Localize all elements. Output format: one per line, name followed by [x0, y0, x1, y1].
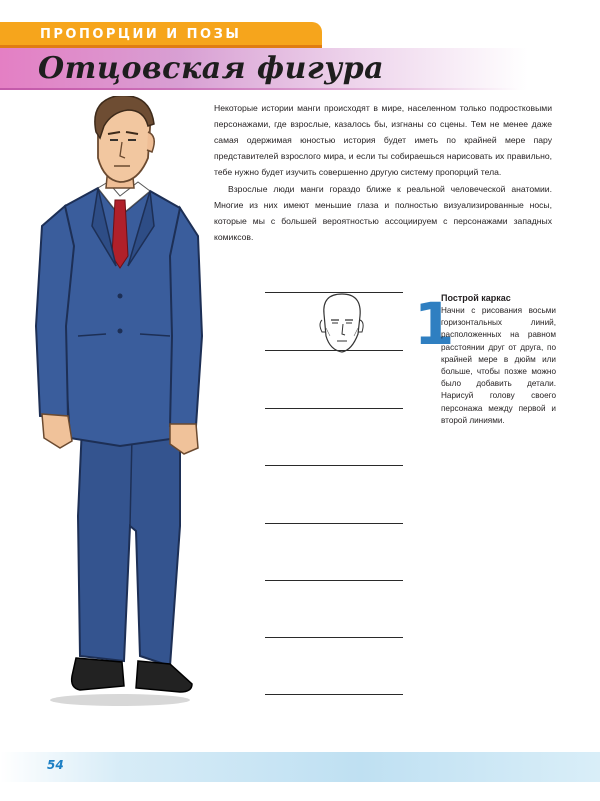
guide-line-6 — [265, 580, 403, 581]
guide-line-8 — [265, 694, 403, 695]
body-text — [214, 100, 552, 245]
page-number: 54 — [47, 758, 64, 772]
step-text: Начни с рисования восьми горизонтальных линий, расположенных на равном расстоянии друг от друга, по крайней мере в дюйм или больше, чтобы позже можно было добавить детали. Нарисуй голову своего персонажа между первой и второй линиями. — [441, 306, 556, 425]
section-label: ПРОПОРЦИИ И ПОЗЫ — [40, 27, 242, 42]
step-number: 1 — [414, 290, 455, 358]
footer-band — [0, 752, 600, 782]
body-paragraph-1: Некоторые истории манги происходят в мире, населенном только подростковыми персонажами, где взрослые, казалось бы, изгнаны со сцены. Тем не менее даже самая одержимая юностью история будет иметь по крайней мере пару представителей взрослого мира, и если ты собираешься нарисовать их правильно, тебе нужно будет изучить совершенно другую систему пропорций тела. — [214, 103, 552, 177]
businessman-illustration — [20, 96, 220, 711]
guide-line-3 — [265, 408, 403, 409]
head-sketch — [316, 292, 366, 354]
step-title: Построй каркас — [441, 293, 511, 303]
guide-line-4 — [265, 465, 403, 466]
body-paragraph-2: Взрослые люди манги гораздо ближе к реальной человеческой анатомии. Многие из них имеют меньшие глаза и полностью визуализированные носы, которые мы с большей вероятностью ассоциируем с персонажами западных комиксов. — [214, 184, 552, 242]
page-title: Отцовская фигура — [38, 51, 385, 86]
guide-line-7 — [265, 637, 403, 638]
guide-line-5 — [265, 523, 403, 524]
